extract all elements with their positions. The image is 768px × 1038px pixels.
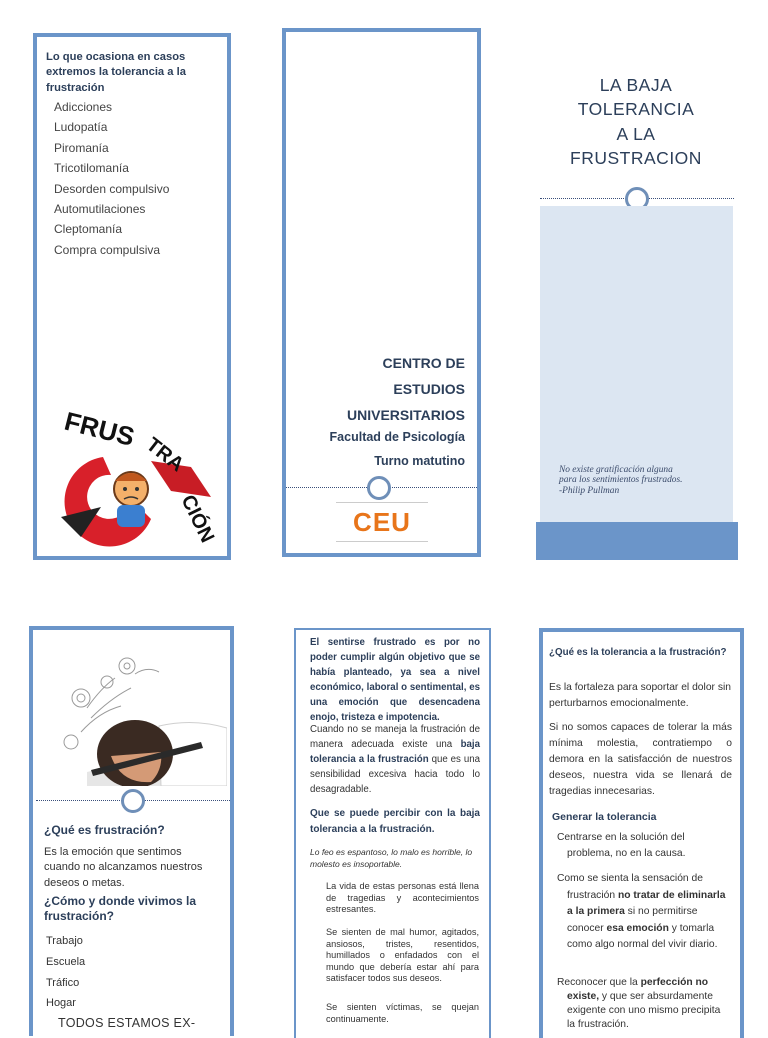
tip-1: Centrarse en la solución del problema, no en la causa. <box>557 832 686 859</box>
circle-ornament-icon <box>367 476 391 500</box>
tip-2-emphasis-2: esa emoción <box>606 922 669 934</box>
tip-2-emphasis-1: no tratar de eliminarla a la primera <box>567 889 726 917</box>
cover-title <box>533 73 739 171</box>
list-item: Piromanía <box>54 140 109 155</box>
institution-name <box>285 350 465 428</box>
cover-title-line-4: FRUSTRACION <box>570 148 702 169</box>
frustration-illustration <box>41 407 225 553</box>
panel-low-tolerance <box>294 628 491 1038</box>
symptom-3: Se sienten víctimas, se quejan continuamente. <box>326 1002 479 1024</box>
low-tolerance-text-c: que es una sensibilidad excesiva hacia todo lo desagradable. <box>310 753 480 795</box>
answer-what-is-tolerance: Es la fortaleza para soportar el dolor sin perturbarnos emocionalmente. <box>549 682 732 709</box>
institution-line-1: CENTRO DE <box>382 355 465 371</box>
quote-line-2: para los sentimientos frustrados. <box>559 475 683 486</box>
extreme-cases-heading: Lo que ocasiona en casos extremos la tolerancia a la frustración <box>46 51 186 94</box>
low-tolerance-term: baja tolerancia a la frustración <box>310 738 480 765</box>
panel-what-is-tolerance <box>539 628 744 1038</box>
question-what-is-tolerance: ¿Qué es la tolerancia a la frustración? <box>549 647 727 658</box>
cover-image-box <box>540 206 733 522</box>
low-tolerance-text-a: Cuando no se maneja la frustración de manera adecuada existe una <box>310 724 480 750</box>
quote-author: -Philip Pullman <box>559 485 620 496</box>
tip-3-text-c: y que ser absurdamente exigente con uno mismo precipita la frustración. <box>567 991 721 1030</box>
tip-2-text-c: si no permitirse conocer <box>567 906 698 934</box>
symptom-2: Se sienten de mal humor, agitados, ansiosos, tristes, resentidos, humillados o enfadados con el mundo que debería estar ahí para satisfacer todos sus deseos. <box>326 927 479 983</box>
list-item: Automutilaciones <box>54 202 146 217</box>
stressed-man-illustration <box>51 648 227 786</box>
tip-2-text-a: Como se sienta la sensación de frustración <box>557 873 703 901</box>
tip-2-text-e: y tomarla como algo normal del vivir diario. <box>567 922 718 950</box>
list-item: Cleptomanía <box>54 222 123 237</box>
tolerance-paragraph: Si no somos capaces de tolerar la más mínima molestia, contratiempo o demora en la satisfacción de nuestros deseos, nuestra vida se llenará de tragedias innecesarias. <box>549 722 732 797</box>
list-item: Ludopatía <box>54 120 108 135</box>
answer-what-is-frustration: Es la emoción que sentimos cuando no alcanzamos nuestros deseos o metas. <box>44 846 203 889</box>
svg-text:CIÓN: CIÓN <box>176 491 219 547</box>
perceive-subheading: Que se puede percibir con la baja tolerancia a la frustración. <box>310 808 480 835</box>
institution-line-2: ESTUDIOS <box>393 381 465 397</box>
italic-statement: Lo feo es espantoso, lo malo es horrible, lo molesto es insoportable. <box>310 847 473 869</box>
list-item: Tráfico <box>46 976 80 989</box>
list-item: Compra compulsiva <box>54 242 161 257</box>
cover-footer-bar <box>536 522 738 560</box>
trailing-text: TODOS ESTAMOS EX- <box>58 1016 196 1030</box>
tip-3-emphasis: perfección no existe, <box>567 977 709 1002</box>
panel-extreme-cases <box>33 33 231 560</box>
list-item: Hogar <box>46 997 76 1010</box>
quote-line-1: No existe gratificación alguna <box>559 465 673 475</box>
question-where: ¿Cómo y donde vivimos la frustración? <box>44 894 197 923</box>
faculty-name: Facultad de Psicología <box>329 430 465 444</box>
cover-title-line-1: LA BAJA <box>599 75 673 95</box>
list-item: Tricotilomanía <box>54 161 129 176</box>
question-what-is-frustration: ¿Qué es frustración? <box>44 823 165 837</box>
tip-2 <box>557 871 729 954</box>
circle-ornament-icon <box>121 789 145 813</box>
institution-line-3: UNIVERSITARIOS <box>347 407 465 423</box>
panel-cover <box>533 55 739 560</box>
generate-tolerance-heading: Generar la tolerancia <box>552 811 657 823</box>
list-item: Adicciones <box>54 100 113 114</box>
list-item: Trabajo <box>46 935 83 947</box>
ceu-logo <box>336 502 428 542</box>
cover-title-line-3: A LA <box>616 123 656 144</box>
panel-institution <box>282 28 481 557</box>
panel-what-is-frustration <box>29 626 234 1036</box>
cover-title-line-2: TOLERANCIA <box>577 99 695 120</box>
list-item: Escuela <box>46 955 86 968</box>
extreme-cases-list <box>54 97 224 260</box>
quote <box>559 465 729 496</box>
symptom-1: La vida de estas personas está llena de tragedias y acontecimientos estresantes. <box>326 881 479 914</box>
ceu-logo-text: CEU <box>353 507 411 537</box>
tip-3-text-a: Reconocer que la <box>557 977 641 988</box>
places-list <box>46 931 85 1014</box>
low-tolerance-paragraph <box>310 723 480 798</box>
list-item: Desorden compulsivo <box>54 181 170 196</box>
frustration-art-text: FRUS <box>61 407 138 452</box>
shift-label: Turno matutino <box>374 454 465 468</box>
intro-paragraph: El sentirse frustrado es por no poder cumplir algún objetivo que se había planteado, ya sea a nivel económico, laboral o sentimental, es una emoción que desencadena enojo, tristeza e impotencia. <box>310 637 480 723</box>
svg-text:TRA: TRA <box>141 433 188 477</box>
